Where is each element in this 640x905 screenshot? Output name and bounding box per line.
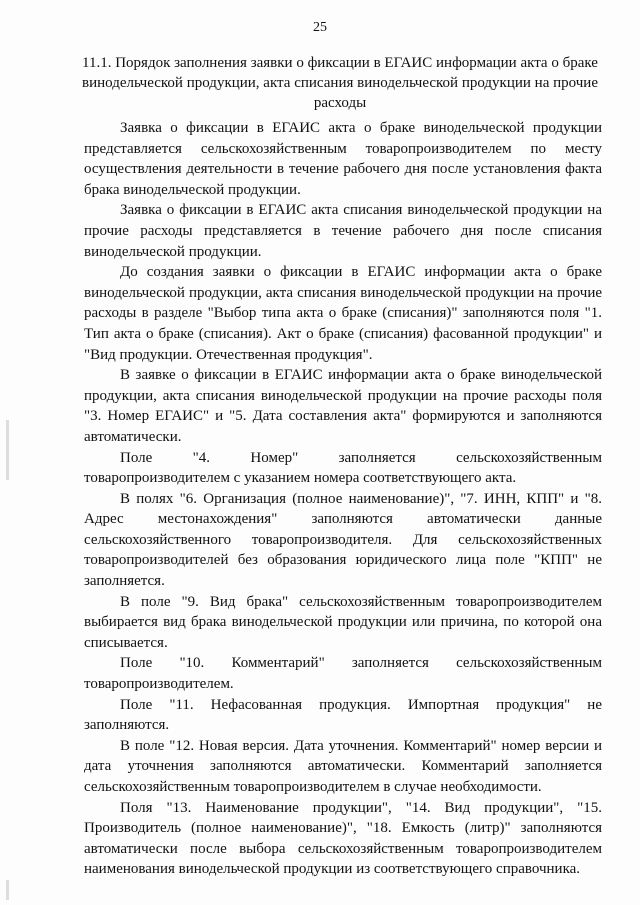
- paragraph: Поле "4. Номер" заполняется сельскохозяйственным товаропроизводителем с указанием номера соответствующего акта.: [84, 449, 602, 487]
- section-heading: 11.1. Порядок заполнения заявки о фиксации в ЕГАИС информации акта о браке винодельческой продукции, акта списания винодельческой продукции на прочие расходы: [82, 55, 598, 111]
- paragraph: В поле "12. Новая версия. Дата уточнения. Комментарий" номер версии и дата уточнения заполняются автоматически. Комментарий заполняется сельскохозяйственным товаропроизводителем в случае необходимости.: [84, 737, 602, 795]
- paragraph: Поля "13. Наименование продукции", "14. Вид продукции", "15. Производитель (полное наименование)", "18. Емкость (литр)" заполняются автоматически после выбора сельскохозяйственным товаропроизводителем наименования винодельческой продукции из соответствующего справочника.: [84, 799, 602, 878]
- paragraph: В заявке о фиксации в ЕГАИС информации акта о браке винодельческой продукции, акта списания винодельческой продукции на прочие расходы поля "3. Номер ЕГАИС" и "5. Дата составления акта" формируются и заполняются автоматически.: [84, 367, 602, 445]
- document-body: [84, 118, 602, 880]
- paragraph: Заявка о фиксации в ЕГАИС акта о браке винодельческой продукции представляется сельскохозяйственным товаропроизводителем по месту осуществления деятельности в течение рабочего дня после установления факта брака винодельческой продукции.: [84, 120, 602, 198]
- scan-edge-mark: [6, 880, 9, 900]
- paragraph: Поле "10. Комментарий" заполняется сельскохозяйственным товаропроизводителем.: [84, 655, 602, 693]
- paragraph: Заявка о фиксации в ЕГАИС акта списания винодельческой продукции на прочие расходы представляется в течение рабочего дня после списания винодельческой продукции.: [84, 202, 602, 260]
- paragraph: Поле "11. Нефасованная продукция. Импортная продукция" не заполняются.: [84, 696, 602, 734]
- scan-edge-mark: [6, 420, 9, 480]
- paragraph: До создания заявки о фиксации в ЕГАИС информации акта о браке винодельческой продукции, акта списания винодельческой продукции на прочие расходы в разделе "Выбор типа акта о браке (списания)" заполняются поля "1. Тип акта о браке (списания). Акт о браке (списания) фасованной продукции" и "Вид продукции. Отечественная продукция".: [84, 264, 602, 363]
- paragraph: В полях "6. Организация (полное наименование)", "7. ИНН, КПП" и "8. Адрес местонахождения" заполняются автоматически данные сельскохозяйственного товаропроизводителя. Для сельскохозяйственных товаропроизводителей без образования юридического лица поле "КПП" не заполняется.: [84, 490, 602, 590]
- paragraph: В поле "9. Вид брака" сельскохозяйственным товаропроизводителем выбирается вид брака винодельческой продукции или причина, по которой она списывается.: [84, 593, 602, 651]
- page-number: 25: [313, 20, 327, 35]
